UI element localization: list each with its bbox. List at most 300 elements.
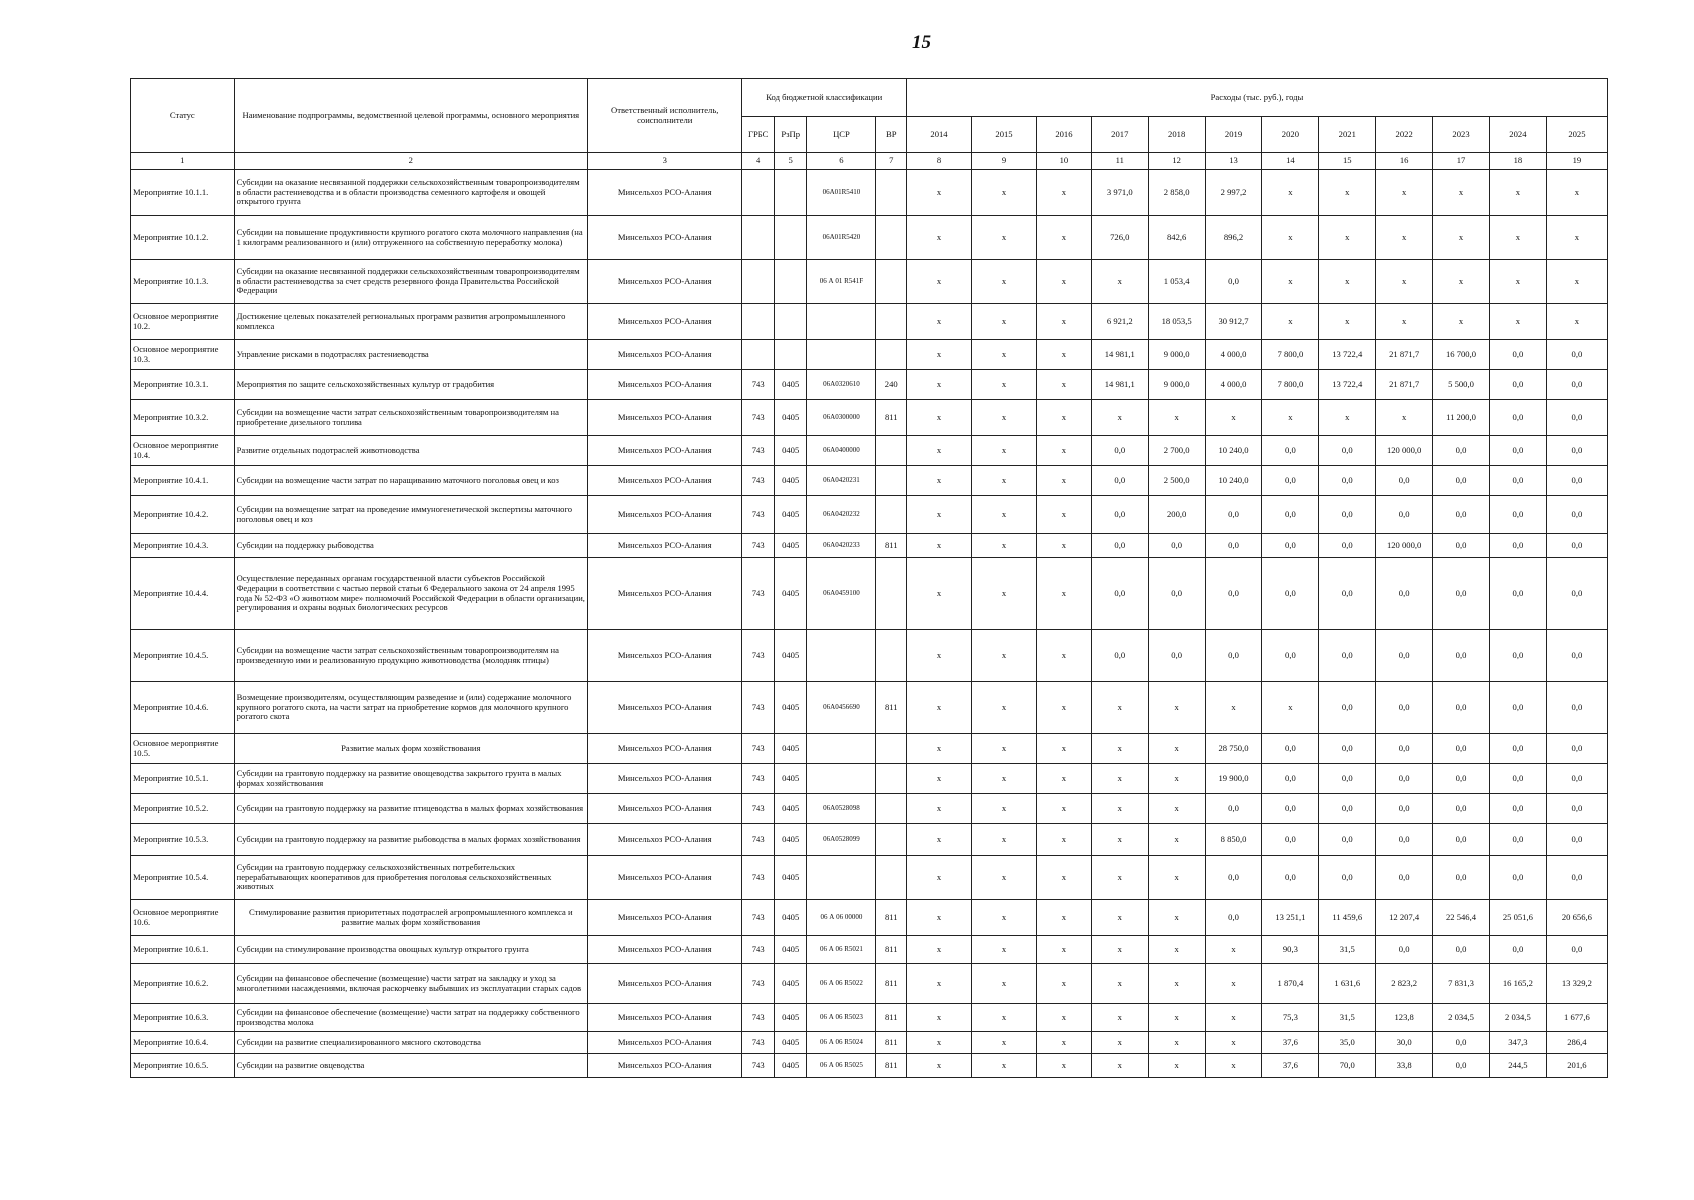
row-year-value: x — [1148, 936, 1205, 964]
row-year-value: x — [1205, 936, 1262, 964]
row-responsible: Минсельхоз РСО-Алания — [588, 558, 742, 630]
row-year-value: 1 631,6 — [1319, 964, 1376, 1004]
row-name: Осуществление переданных органам государственной власти субъектов Российской Федерации в соответствии с частью первой статьи 6 Федерального закона от 24 апреля 1995 года № 52-ФЗ «О животном мире» полномочий Российской Федерации в области организации, регулирования и охраны водных биологических ресурсов — [234, 558, 587, 630]
row-year-value: 0,0 — [1319, 630, 1376, 682]
row-year-value: x — [906, 630, 971, 682]
row-year-value: 0,0 — [1376, 764, 1433, 794]
row-year-value: 0,0 — [1433, 856, 1490, 900]
row-csr: 06А0420231 — [807, 466, 876, 496]
table-row — [131, 856, 1608, 900]
row-csr: 06А0420233 — [807, 534, 876, 558]
row-year-value: 37,6 — [1262, 1054, 1319, 1078]
row-grbs: 743 — [742, 630, 775, 682]
row-rzpr: 0405 — [774, 534, 807, 558]
row-year-value: x — [906, 370, 971, 400]
header-year: 2024 — [1489, 117, 1546, 153]
row-status: Мероприятие 10.4.4. — [131, 558, 235, 630]
row-year-value: x — [1148, 964, 1205, 1004]
header-year: 2023 — [1433, 117, 1490, 153]
row-year-value: 0,0 — [1489, 558, 1546, 630]
row-year-value: x — [1091, 764, 1148, 794]
column-number: 11 — [1091, 153, 1148, 170]
row-grbs: 743 — [742, 682, 775, 734]
row-year-value: x — [1546, 304, 1607, 340]
row-year-value: 0,0 — [1319, 436, 1376, 466]
row-year-value: x — [1036, 340, 1091, 370]
row-year-value: 0,0 — [1091, 558, 1148, 630]
row-year-value: 7 831,3 — [1433, 964, 1490, 1004]
row-year-value: 0,0 — [1546, 794, 1607, 824]
row-name: Субсидии на возмещение части затрат сельскохозяйственным товаропроизводителям на приобретение дизельного топлива — [234, 400, 587, 436]
row-year-value: x — [1036, 964, 1091, 1004]
row-year-value: 120 000,0 — [1376, 534, 1433, 558]
row-rzpr — [774, 340, 807, 370]
row-year-value: x — [1205, 964, 1262, 1004]
row-year-value: x — [1148, 1054, 1205, 1078]
row-year-value: x — [1036, 370, 1091, 400]
column-number: 19 — [1546, 153, 1607, 170]
row-year-value: 0,0 — [1546, 466, 1607, 496]
row-year-value: x — [1036, 304, 1091, 340]
row-year-value: 0,0 — [1546, 558, 1607, 630]
row-year-value: 0,0 — [1262, 630, 1319, 682]
row-responsible: Минсельхоз РСО-Алания — [588, 900, 742, 936]
row-responsible: Минсельхоз РСО-Алания — [588, 630, 742, 682]
row-year-value: x — [971, 170, 1036, 216]
row-name: Субсидии на финансовое обеспечение (возмещение) части затрат на поддержку собственного производства молока — [234, 1004, 587, 1032]
table-row — [131, 260, 1608, 304]
row-year-value: x — [906, 794, 971, 824]
table-row — [131, 170, 1608, 216]
row-rzpr: 0405 — [774, 558, 807, 630]
header-status: Статус — [131, 79, 235, 153]
row-responsible: Минсельхоз РСО-Алания — [588, 534, 742, 558]
row-year-value: x — [971, 764, 1036, 794]
row-year-value: 0,0 — [1546, 340, 1607, 370]
row-year-value: x — [1319, 260, 1376, 304]
row-responsible: Минсельхоз РСО-Алания — [588, 1054, 742, 1078]
row-responsible: Минсельхоз РСО-Алания — [588, 1004, 742, 1032]
column-number: 17 — [1433, 153, 1490, 170]
row-year-value: 0,0 — [1433, 734, 1490, 764]
row-year-value: x — [971, 856, 1036, 900]
row-csr: 06 А 06 R5025 — [807, 1054, 876, 1078]
column-number: 1 — [131, 153, 235, 170]
row-year-value: x — [1148, 734, 1205, 764]
row-year-value: 2 500,0 — [1148, 466, 1205, 496]
row-rzpr: 0405 — [774, 764, 807, 794]
row-year-value: x — [1148, 824, 1205, 856]
row-csr: 06А0420232 — [807, 496, 876, 534]
row-vr — [876, 630, 907, 682]
row-responsible: Минсельхоз РСО-Алания — [588, 794, 742, 824]
row-year-value: 200,0 — [1148, 496, 1205, 534]
row-year-value: x — [1091, 856, 1148, 900]
header-year: 2025 — [1546, 117, 1607, 153]
row-name: Субсидии на оказание несвязанной поддержки сельскохозяйственным товаропроизводителям в области растениеводства и в области производства семенного картофеля и овощей открытого грунта — [234, 170, 587, 216]
header-year: 2016 — [1036, 117, 1091, 153]
row-year-value: x — [1148, 794, 1205, 824]
row-year-value: 2 034,5 — [1433, 1004, 1490, 1032]
header-kbk: Код бюджетной классификации — [742, 79, 907, 117]
row-vr — [876, 260, 907, 304]
column-number: 3 — [588, 153, 742, 170]
column-number: 13 — [1205, 153, 1262, 170]
row-csr — [807, 734, 876, 764]
row-year-value: 16 700,0 — [1433, 340, 1490, 370]
row-rzpr: 0405 — [774, 496, 807, 534]
row-year-value: 0,0 — [1319, 682, 1376, 734]
row-year-value: 8 850,0 — [1205, 824, 1262, 856]
row-year-value: 13 722,4 — [1319, 370, 1376, 400]
row-year-value: 0,0 — [1148, 534, 1205, 558]
row-year-value: x — [1091, 260, 1148, 304]
row-year-value: 0,0 — [1262, 466, 1319, 496]
row-status: Мероприятие 10.5.2. — [131, 794, 235, 824]
row-year-value: 4 000,0 — [1205, 370, 1262, 400]
row-year-value: x — [906, 260, 971, 304]
row-year-value: 35,0 — [1319, 1032, 1376, 1054]
row-rzpr: 0405 — [774, 466, 807, 496]
row-responsible: Минсельхоз РСО-Алания — [588, 304, 742, 340]
row-year-value: x — [971, 630, 1036, 682]
table-row — [131, 370, 1608, 400]
row-csr: 06А0456690 — [807, 682, 876, 734]
row-name: Развитие отдельных подотраслей животноводства — [234, 436, 587, 466]
row-csr: 06А01R5420 — [807, 216, 876, 260]
row-rzpr — [774, 170, 807, 216]
header-year: 2020 — [1262, 117, 1319, 153]
row-year-value: x — [1262, 216, 1319, 260]
row-vr — [876, 734, 907, 764]
row-rzpr: 0405 — [774, 794, 807, 824]
row-year-value: 9 000,0 — [1148, 370, 1205, 400]
row-csr: 06 А 06 R5022 — [807, 964, 876, 1004]
row-rzpr — [774, 260, 807, 304]
row-responsible: Минсельхоз РСО-Алания — [588, 824, 742, 856]
table-row — [131, 682, 1608, 734]
row-year-value: 0,0 — [1205, 856, 1262, 900]
row-status: Мероприятие 10.4.1. — [131, 466, 235, 496]
row-grbs — [742, 260, 775, 304]
row-year-value: 0,0 — [1489, 400, 1546, 436]
row-year-value: 31,5 — [1319, 936, 1376, 964]
row-responsible: Минсельхоз РСО-Алания — [588, 682, 742, 734]
row-grbs: 743 — [742, 400, 775, 436]
row-year-value: 0,0 — [1148, 630, 1205, 682]
row-year-value: 0,0 — [1433, 558, 1490, 630]
row-year-value: x — [906, 558, 971, 630]
row-year-value: x — [906, 170, 971, 216]
table-row — [131, 1054, 1608, 1078]
row-year-value: x — [906, 216, 971, 260]
row-year-value: x — [1148, 764, 1205, 794]
column-number: 8 — [906, 153, 971, 170]
row-year-value: 0,0 — [1205, 900, 1262, 936]
row-year-value: x — [971, 496, 1036, 534]
row-year-value: 0,0 — [1433, 824, 1490, 856]
row-year-value: x — [971, 734, 1036, 764]
row-year-value: x — [971, 682, 1036, 734]
row-vr: 240 — [876, 370, 907, 400]
row-year-value: x — [971, 260, 1036, 304]
row-vr: 811 — [876, 1004, 907, 1032]
row-status: Мероприятие 10.1.2. — [131, 216, 235, 260]
table-row — [131, 630, 1608, 682]
table-row — [131, 400, 1608, 436]
row-responsible: Минсельхоз РСО-Алания — [588, 370, 742, 400]
row-vr: 811 — [876, 1032, 907, 1054]
row-year-value: 0,0 — [1546, 824, 1607, 856]
row-year-value: 0,0 — [1376, 824, 1433, 856]
row-year-value: 0,0 — [1205, 260, 1262, 304]
row-grbs: 743 — [742, 824, 775, 856]
header-name: Наименование подпрограммы, ведомственной целевой программы, основного мероприятия — [234, 79, 587, 153]
row-year-value: 0,0 — [1433, 682, 1490, 734]
row-year-value: 0,0 — [1489, 340, 1546, 370]
row-year-value: x — [906, 900, 971, 936]
row-year-value: x — [1036, 496, 1091, 534]
table-row — [131, 764, 1608, 794]
row-vr: 811 — [876, 1054, 907, 1078]
row-year-value: 0,0 — [1376, 682, 1433, 734]
row-year-value: 1 053,4 — [1148, 260, 1205, 304]
row-responsible: Минсельхоз РСО-Алания — [588, 764, 742, 794]
table-row — [131, 734, 1608, 764]
row-name: Субсидии на возмещение части затрат по наращиванию маточного поголовья овец и коз — [234, 466, 587, 496]
row-year-value: 12 207,4 — [1376, 900, 1433, 936]
row-year-value: x — [971, 900, 1036, 936]
row-year-value: x — [971, 964, 1036, 1004]
column-number: 16 — [1376, 153, 1433, 170]
row-year-value: 0,0 — [1489, 370, 1546, 400]
row-csr — [807, 340, 876, 370]
row-year-value: x — [1489, 304, 1546, 340]
row-year-value: 6 921,2 — [1091, 304, 1148, 340]
table-row — [131, 466, 1608, 496]
row-year-value: 10 240,0 — [1205, 466, 1262, 496]
row-name: Субсидии на возмещение части затрат сельскохозяйственным товаропроизводителям на произведенную ими и реализованную продукцию животноводства (молодняк птицы) — [234, 630, 587, 682]
row-year-value: 0,0 — [1489, 824, 1546, 856]
row-year-value: x — [1376, 170, 1433, 216]
row-year-value: x — [1148, 1004, 1205, 1032]
row-year-value: x — [1546, 216, 1607, 260]
row-year-value: x — [1036, 794, 1091, 824]
row-year-value: x — [1205, 1054, 1262, 1078]
row-year-value: 2 700,0 — [1148, 436, 1205, 466]
row-year-value: x — [1036, 1004, 1091, 1032]
row-responsible: Минсельхоз РСО-Алания — [588, 496, 742, 534]
row-year-value: x — [971, 466, 1036, 496]
row-csr: 06А01R5410 — [807, 170, 876, 216]
row-year-value: 0,0 — [1205, 794, 1262, 824]
row-year-value: x — [1091, 1004, 1148, 1032]
row-year-value: 30 912,7 — [1205, 304, 1262, 340]
row-year-value: 28 750,0 — [1205, 734, 1262, 764]
table-row — [131, 1004, 1608, 1032]
row-year-value: x — [906, 496, 971, 534]
row-year-value: x — [1036, 534, 1091, 558]
table-row — [131, 794, 1608, 824]
row-year-value: 0,0 — [1546, 630, 1607, 682]
row-year-value: 90,3 — [1262, 936, 1319, 964]
row-year-value: x — [1376, 304, 1433, 340]
row-year-value: 9 000,0 — [1148, 340, 1205, 370]
row-year-value: x — [1319, 304, 1376, 340]
row-year-value: 0,0 — [1489, 436, 1546, 466]
row-name: Субсидии на грантовую поддержку сельскохозяйственных потребительских перерабатывающих кооперативов для приобретения поголовья сельскохозяйственных животных — [234, 856, 587, 900]
column-number: 12 — [1148, 153, 1205, 170]
row-year-value: 7 800,0 — [1262, 370, 1319, 400]
row-year-value: 13 722,4 — [1319, 340, 1376, 370]
row-year-value: x — [1036, 630, 1091, 682]
row-year-value: 1 677,6 — [1546, 1004, 1607, 1032]
row-csr: 06А0528099 — [807, 824, 876, 856]
row-vr: 811 — [876, 682, 907, 734]
row-year-value: 21 871,7 — [1376, 370, 1433, 400]
row-year-value: x — [1036, 216, 1091, 260]
row-year-value: x — [1036, 260, 1091, 304]
row-year-value: 0,0 — [1546, 734, 1607, 764]
row-year-value: 2 034,5 — [1489, 1004, 1546, 1032]
row-status: Мероприятие 10.5.3. — [131, 824, 235, 856]
row-year-value: 0,0 — [1546, 400, 1607, 436]
header-year: 2014 — [906, 117, 971, 153]
row-vr — [876, 436, 907, 466]
table-row — [131, 216, 1608, 260]
row-year-value: x — [971, 534, 1036, 558]
row-name: Субсидии на поддержку рыбоводства — [234, 534, 587, 558]
row-year-value: x — [1262, 304, 1319, 340]
row-name: Стимулирование развития приоритетных подотраслей агропромышленного комплекса и развитие малых форм хозяйствования — [234, 900, 587, 936]
row-year-value: x — [906, 964, 971, 1004]
row-responsible: Минсельхоз РСО-Алания — [588, 964, 742, 1004]
row-year-value: 37,6 — [1262, 1032, 1319, 1054]
row-year-value: 0,0 — [1319, 734, 1376, 764]
row-grbs: 743 — [742, 466, 775, 496]
row-year-value: x — [1148, 856, 1205, 900]
row-year-value: 0,0 — [1433, 436, 1490, 466]
row-year-value: 0,0 — [1376, 558, 1433, 630]
row-name: Достижение целевых показателей региональных программ развития агропромышленного комплекса — [234, 304, 587, 340]
row-grbs: 743 — [742, 436, 775, 466]
row-year-value: 2 823,2 — [1376, 964, 1433, 1004]
row-year-value: x — [1489, 216, 1546, 260]
row-csr: 06А0528098 — [807, 794, 876, 824]
row-rzpr: 0405 — [774, 370, 807, 400]
page-number: 15 — [912, 32, 931, 53]
row-year-value: x — [1205, 1004, 1262, 1032]
row-year-value: x — [971, 1032, 1036, 1054]
row-vr — [876, 856, 907, 900]
row-year-value: 14 981,1 — [1091, 340, 1148, 370]
row-status: Основное мероприятие 10.4. — [131, 436, 235, 466]
row-year-value: x — [1489, 170, 1546, 216]
header-year: 2022 — [1376, 117, 1433, 153]
row-name: Субсидии на развитие специализированного мясного скотоводства — [234, 1032, 587, 1054]
row-year-value: x — [1376, 216, 1433, 260]
row-year-value: 0,0 — [1546, 436, 1607, 466]
row-year-value: 0,0 — [1489, 936, 1546, 964]
row-responsible: Минсельхоз РСО-Алания — [588, 734, 742, 764]
row-year-value: x — [1036, 1032, 1091, 1054]
row-year-value: 19 900,0 — [1205, 764, 1262, 794]
row-year-value: 0,0 — [1433, 764, 1490, 794]
row-csr — [807, 630, 876, 682]
table-row — [131, 534, 1608, 558]
row-rzpr — [774, 216, 807, 260]
row-year-value: 0,0 — [1091, 466, 1148, 496]
row-year-value: 123,8 — [1376, 1004, 1433, 1032]
row-name: Субсидии на грантовую поддержку на развитие птицеводства в малых формах хозяйствования — [234, 794, 587, 824]
row-year-value: x — [971, 304, 1036, 340]
row-csr: 06 А 06 R5021 — [807, 936, 876, 964]
row-status: Мероприятие 10.1.1. — [131, 170, 235, 216]
header-expenses: Расходы (тыс. руб.), годы — [906, 79, 1607, 117]
row-year-value: 20 656,6 — [1546, 900, 1607, 936]
row-status: Мероприятие 10.3.2. — [131, 400, 235, 436]
row-year-value: 0,0 — [1489, 856, 1546, 900]
row-year-value: x — [1036, 936, 1091, 964]
row-year-value: 0,0 — [1433, 534, 1490, 558]
row-vr — [876, 764, 907, 794]
row-year-value: 33,8 — [1376, 1054, 1433, 1078]
row-year-value: x — [971, 1054, 1036, 1078]
row-rzpr: 0405 — [774, 436, 807, 466]
header-year: 2021 — [1319, 117, 1376, 153]
row-grbs — [742, 304, 775, 340]
row-status: Мероприятие 10.6.1. — [131, 936, 235, 964]
row-year-value: x — [1036, 558, 1091, 630]
row-year-value: 0,0 — [1546, 856, 1607, 900]
table-row — [131, 824, 1608, 856]
row-year-value: x — [906, 824, 971, 856]
row-rzpr: 0405 — [774, 1032, 807, 1054]
row-year-value: x — [906, 436, 971, 466]
row-year-value: x — [971, 400, 1036, 436]
row-csr: 06 А 06 R5023 — [807, 1004, 876, 1032]
row-vr — [876, 794, 907, 824]
row-csr: 06 А 06 00000 — [807, 900, 876, 936]
row-year-value: x — [1205, 682, 1262, 734]
row-year-value: x — [971, 1004, 1036, 1032]
row-year-value: x — [971, 216, 1036, 260]
row-year-value: 0,0 — [1205, 630, 1262, 682]
row-year-value: x — [1546, 260, 1607, 304]
row-year-value: 0,0 — [1489, 534, 1546, 558]
column-number: 18 — [1489, 153, 1546, 170]
row-year-value: x — [971, 824, 1036, 856]
header-year: 2015 — [971, 117, 1036, 153]
row-year-value: x — [1148, 900, 1205, 936]
row-year-value: 21 871,7 — [1376, 340, 1433, 370]
row-year-value: 0,0 — [1262, 856, 1319, 900]
row-year-value: x — [1091, 682, 1148, 734]
row-year-value: x — [1546, 170, 1607, 216]
row-year-value: 286,4 — [1546, 1032, 1607, 1054]
row-year-value: 0,0 — [1319, 534, 1376, 558]
row-name: Субсидии на грантовую поддержку на развитие рыбоводства в малых формах хозяйствования — [234, 824, 587, 856]
column-number: 7 — [876, 153, 907, 170]
row-year-value: 0,0 — [1433, 1032, 1490, 1054]
row-year-value: x — [906, 1032, 971, 1054]
row-grbs: 743 — [742, 370, 775, 400]
row-year-value: x — [1205, 400, 1262, 436]
row-csr: 06А0300000 — [807, 400, 876, 436]
row-year-value: 0,0 — [1376, 466, 1433, 496]
row-vr — [876, 496, 907, 534]
row-year-value: 0,0 — [1148, 558, 1205, 630]
